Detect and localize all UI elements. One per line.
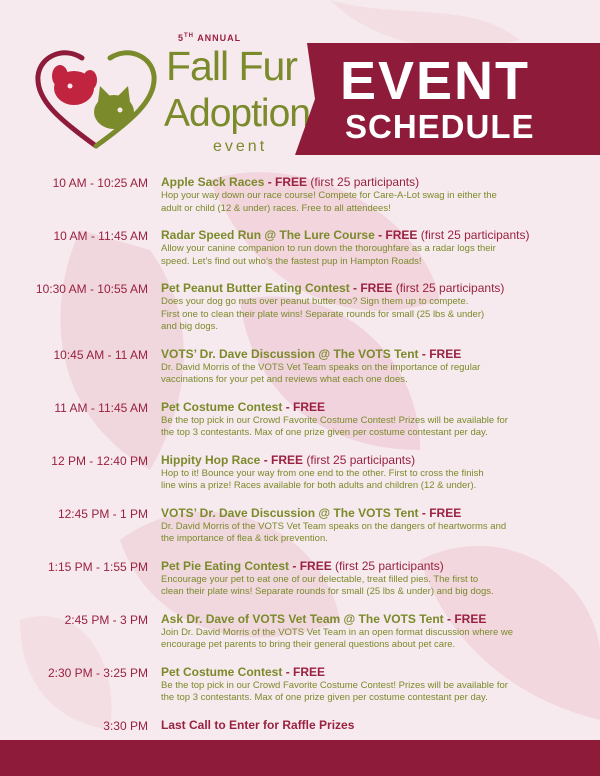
- event-title-line: [161, 400, 591, 415]
- event-description-line: line wins a prize! Races available for both adults and children (12 & under).: [161, 480, 477, 491]
- free-label: - FREE: [282, 399, 326, 414]
- event-body: [161, 718, 591, 733]
- event-body: [161, 228, 591, 268]
- event-title-line: [161, 612, 591, 627]
- title-event: EVENT: [340, 51, 531, 111]
- logo: [30, 42, 162, 154]
- free-label: - FREE: [443, 611, 487, 626]
- event-description-line: Encourage your pet to eat one of our delectable, treat filled pies. The first to: [161, 573, 479, 585]
- annual-badge: 5TH ANNUAL: [178, 33, 242, 43]
- event-body: [161, 281, 591, 334]
- event-title-line: [161, 453, 591, 468]
- free-label: - FREE: [289, 558, 332, 573]
- event-item: [0, 612, 600, 652]
- event-title: Apple Sack Races: [161, 175, 265, 189]
- footer-band: [0, 740, 600, 776]
- event-item: [0, 453, 600, 493]
- event-title: Last Call to Enter for Raffle Prizes: [161, 717, 355, 732]
- event-item: [0, 400, 600, 440]
- event-title-line: [161, 718, 591, 733]
- event-body: [161, 175, 591, 215]
- event-title: Radar Speed Run @ The Lure Course: [161, 228, 375, 242]
- free-label: - FREE: [374, 228, 418, 242]
- event-body: [161, 612, 591, 652]
- free-label: - FREE: [418, 346, 462, 361]
- event-description-line: Be the top pick in our Crowd Favorite Costume Contest! Prizes will be available for: [161, 414, 508, 426]
- event-item: [0, 665, 600, 705]
- heart-outline-icon: [38, 53, 154, 146]
- event-title-line: [161, 175, 591, 190]
- free-label: - FREE: [282, 664, 326, 679]
- event-description-line: First one to clean their plate wins! Separate rounds for small (25 lbs & under): [161, 308, 485, 320]
- event-body: [161, 347, 591, 387]
- brand-line-2: Adoption: [164, 92, 310, 135]
- event-description-line: Be the top pick in our Crowd Favorite Costume Contest! Prizes will be available for: [161, 679, 508, 691]
- event-title-line: [161, 665, 591, 680]
- free-label: - FREE: [349, 281, 393, 295]
- event-description-line: vaccinations for your pet and reviews what each one does.: [161, 374, 408, 385]
- event-description-line: Join Dr. David Morris of the VOTS Vet Team in an open format discussion where we: [161, 626, 514, 638]
- event-description-line: and big dogs.: [161, 321, 219, 332]
- event-description-line: Hop to it! Bounce your way from one end to the other. First to cross the finish: [161, 467, 484, 479]
- event-body: [161, 400, 591, 440]
- event-body: [161, 665, 591, 705]
- event-item: [0, 506, 600, 546]
- event-title-line: [161, 559, 591, 574]
- event-body: [161, 506, 591, 546]
- event-title: Ask Dr. Dave of VOTS Vet Team @ The VOTS Tent: [161, 611, 444, 626]
- event-title: Hippity Hop Race: [161, 452, 261, 467]
- free-label: - FREE: [418, 505, 462, 520]
- title-schedule: SCHEDULE: [345, 108, 535, 145]
- event-title-line: [161, 347, 591, 362]
- event-title-line: [161, 506, 591, 521]
- event-time: 10 AM - 10:25 AM: [52, 176, 148, 190]
- event-item: [0, 718, 600, 733]
- event-description-line: encourage pet parents to bring their general questions about pet care.: [161, 639, 456, 650]
- event-item: [0, 175, 600, 215]
- event-description-line: the top 3 contestants. Max of one prize given per costume contestant per day.: [161, 427, 488, 438]
- brand-line-1: Fall Fur: [166, 43, 297, 89]
- event-time: 11 AM - 11:45 AM: [54, 400, 148, 415]
- event-description-line: Dr. David Morris of the VOTS Vet Team speaks on the importance of regular: [161, 361, 481, 373]
- event-description-line: Does your dog go nuts over peanut butter too? Sign them up to compete.: [161, 296, 469, 307]
- event-body: [161, 453, 591, 493]
- event-time: 1:15 PM - 1:55 PM: [47, 559, 148, 574]
- event-title: Pet Peanut Butter Eating Contest: [161, 281, 350, 295]
- event-time: 12 PM - 12:40 PM: [51, 453, 148, 468]
- participant-note: (first 25 participants): [392, 281, 505, 295]
- event-description-line: clean their plate wins! Separate rounds for small (25 lbs & under) and big dogs.: [161, 586, 494, 597]
- dog-icon: [52, 65, 97, 105]
- event-time: 10:30 AM - 10:55 AM: [35, 282, 148, 296]
- event-title-line: [161, 281, 591, 296]
- event-title: Pet Costume Contest: [161, 664, 283, 679]
- event-body: [161, 559, 591, 599]
- event-time: 10:45 AM - 11 AM: [53, 347, 148, 362]
- event-time: 10 AM - 11:45 AM: [53, 229, 148, 243]
- event-description-line: Allow your canine companion to run down the thoroughfare as a radar logs their: [161, 243, 496, 254]
- event-time: 3:30 PM: [103, 718, 148, 733]
- event-list: [0, 175, 600, 774]
- event-item: [0, 559, 600, 599]
- event-time: 2:45 PM - 3 PM: [64, 612, 148, 627]
- event-item: [0, 347, 600, 387]
- event-time: 12:45 PM - 1 PM: [57, 506, 148, 521]
- free-label: - FREE: [260, 452, 304, 467]
- event-description-line: adult or child (12 & under) races. Free to all attendees!: [161, 202, 391, 214]
- event-time: 2:30 PM - 3:25 PM: [47, 665, 148, 680]
- brand-line-3: event: [213, 138, 268, 155]
- event-title: Pet Pie Eating Contest: [161, 558, 290, 573]
- event-item: [0, 228, 600, 268]
- participant-note: (first 25 participants): [307, 175, 420, 189]
- event-title: VOTS’ Dr. Dave Discussion @ The VOTS Tent: [161, 346, 419, 361]
- event-description-line: the importance of flea & tick prevention.: [161, 533, 328, 544]
- participant-note: (first 25 participants): [331, 558, 444, 573]
- event-item: [0, 281, 600, 334]
- event-description-line: the top 3 contestants. Max of one prize given per costume contestant per day.: [161, 692, 488, 703]
- participant-note: (first 25 participants): [303, 452, 416, 467]
- event-description-line: Dr. David Morris of the VOTS Vet Team speaks on the dangers of heartworms and: [161, 520, 507, 532]
- free-label: - FREE: [264, 175, 308, 189]
- event-title: VOTS’ Dr. Dave Discussion @ The VOTS Tent: [161, 505, 419, 520]
- event-title-line: [161, 228, 591, 243]
- event-title: Pet Costume Contest: [161, 399, 283, 414]
- participant-note: (first 25 participants): [417, 228, 530, 242]
- event-description-line: Hop your way down our race course! Compete for Care-A-Lot swag in either the: [161, 190, 497, 201]
- event-description-line: speed. Let’s find out who’s the fastest pup in Hampton Roads!: [161, 255, 422, 267]
- header: [0, 0, 600, 170]
- cat-icon: [94, 86, 134, 129]
